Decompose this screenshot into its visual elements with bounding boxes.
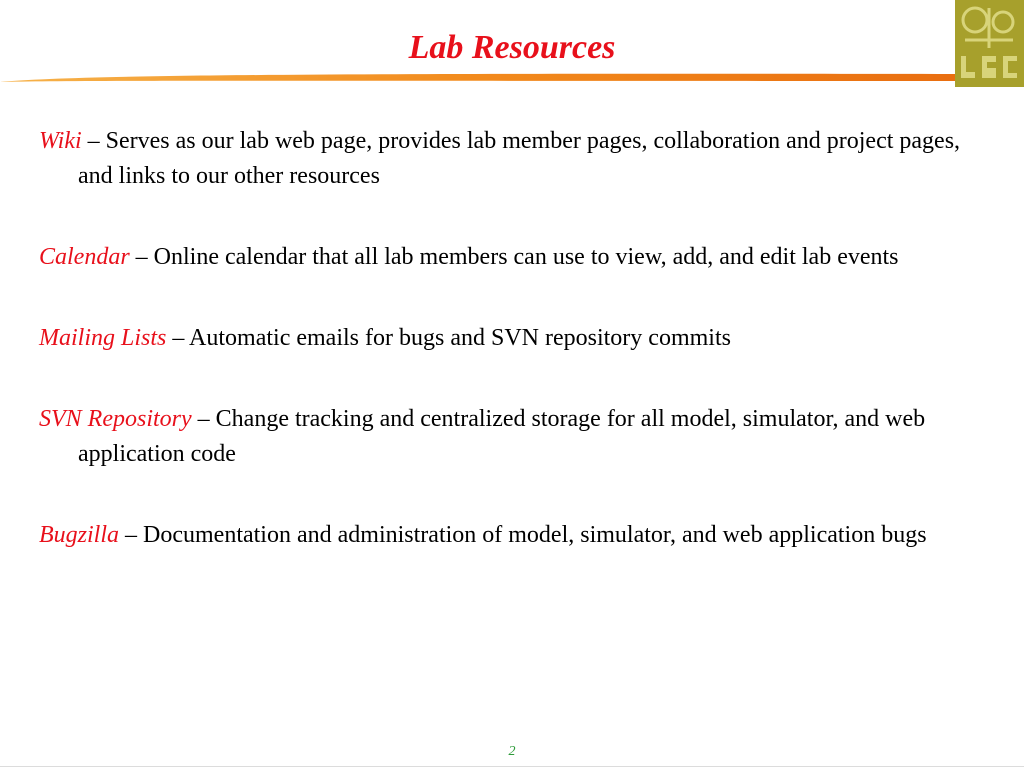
item-term: Calendar (39, 244, 130, 270)
item-description: – Serves as our lab web page, provides lab member pages, collaboration and project pages, and links to our other resources (78, 128, 961, 189)
slide-title: Lab Resources (408, 29, 616, 66)
jsc-logo-icon (955, 0, 1024, 87)
item-description: – Change tracking and centralized storage for all model, simulator, and web application code (78, 406, 926, 467)
item-description: – Documentation and administration of model, simulator, and web application bugs (119, 522, 927, 548)
list-item (39, 240, 999, 275)
bottom-divider (0, 766, 1024, 767)
page-number: 2 (508, 744, 516, 759)
item-term: SVN Repository (39, 406, 192, 432)
title-underline-swoosh (0, 70, 955, 90)
jsc-logo (955, 0, 1024, 87)
list-item (39, 518, 999, 553)
item-term: Wiki (39, 128, 82, 154)
list-item (39, 321, 999, 356)
list-item (39, 402, 999, 472)
list-item (39, 124, 999, 194)
item-term: Mailing Lists (39, 325, 167, 351)
item-description: – Automatic emails for bugs and SVN repository commits (166, 325, 731, 351)
item-term: Bugzilla (39, 522, 120, 548)
resource-list (39, 124, 999, 599)
item-description: – Online calendar that all lab members can use to view, add, and edit lab events (129, 244, 899, 270)
